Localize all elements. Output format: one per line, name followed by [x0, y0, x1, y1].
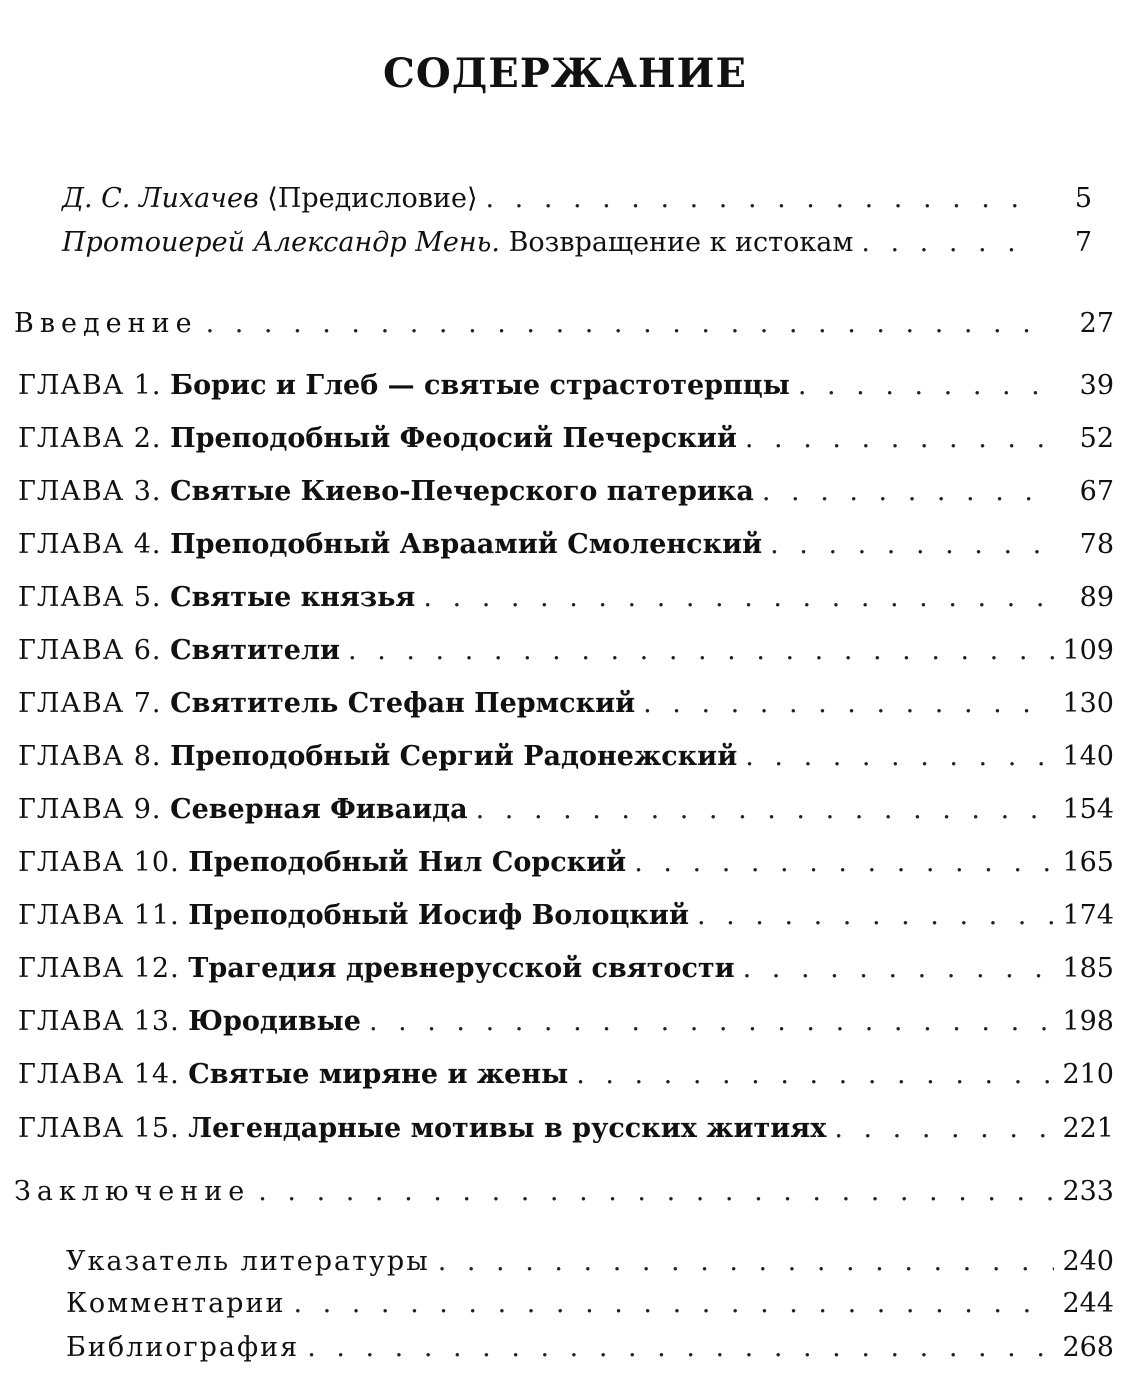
- toc-entry-chapter[interactable]: [18, 635, 1114, 666]
- page-number: 210: [1062, 1059, 1114, 1090]
- entry-author: Протоиерей Александр Мень.: [62, 227, 500, 258]
- dot-leader: [635, 688, 1054, 719]
- chapter-label: ГЛАВА 12.: [18, 953, 180, 984]
- toc-entry-chapter[interactable]: [18, 847, 1114, 878]
- entry-author: Д. С. Лихачев: [62, 183, 259, 214]
- chapter-title: Преподобный Сергий Радонежский: [170, 741, 738, 772]
- entry-title: Библиография: [66, 1332, 300, 1363]
- chapter-label: ГЛАВА 2.: [18, 423, 162, 454]
- toc-entry-commentary[interactable]: [66, 1288, 1114, 1319]
- chapter-title: Святитель Стефан Пермский: [170, 688, 636, 719]
- chapter-label: ГЛАВА 7.: [18, 688, 162, 719]
- dot-leader: [853, 227, 1032, 258]
- toc-entry-chapter[interactable]: [18, 370, 1114, 401]
- toc-entry-introduction[interactable]: [14, 308, 1114, 339]
- entry-title: Заключение: [14, 1176, 251, 1207]
- page-number: 233: [1062, 1176, 1114, 1207]
- chapter-title: Святители: [170, 635, 341, 666]
- entry-text: [62, 227, 853, 258]
- toc-entry-chapter[interactable]: [18, 688, 1114, 719]
- page-number: 244: [1062, 1288, 1114, 1319]
- dot-leader: [790, 370, 1054, 401]
- page-number: 185: [1062, 953, 1114, 984]
- page-number: 140: [1062, 741, 1114, 772]
- chapter-title: Борис и Глеб — святые страстотерпцы: [170, 370, 790, 401]
- dot-leader: [826, 1113, 1054, 1144]
- dot-leader: [568, 1059, 1054, 1090]
- chapter-title: Преподобный Нил Сорский: [188, 847, 627, 878]
- chapter-label: ГЛАВА 5.: [18, 582, 162, 613]
- chapter-title: Святые Киево-Печерского патерика: [170, 476, 754, 507]
- chapter-title: Трагедия древнерусской святости: [188, 953, 735, 984]
- chapter-label: ГЛАВА 4.: [18, 529, 162, 560]
- dot-leader: [626, 847, 1054, 878]
- dot-leader: [477, 183, 1032, 214]
- chapter-label: ГЛАВА 13.: [18, 1006, 180, 1037]
- page-number: 109: [1062, 635, 1114, 666]
- toc-entry-chapter[interactable]: [18, 1059, 1114, 1090]
- toc-entry-chapter[interactable]: [18, 582, 1114, 613]
- page-number: 27: [1079, 308, 1114, 339]
- dot-leader: [737, 741, 1054, 772]
- chapter-label: ГЛАВА 10.: [18, 847, 180, 878]
- toc-entry-return[interactable]: [62, 227, 1092, 258]
- dot-leader: [735, 953, 1054, 984]
- toc-entry-chapter[interactable]: [18, 1006, 1114, 1037]
- toc-entry-preface[interactable]: [62, 183, 1092, 214]
- toc-entry-chapter[interactable]: [18, 529, 1114, 560]
- toc-entry-chapter[interactable]: [18, 423, 1114, 454]
- toc-entry-chapter[interactable]: [18, 953, 1114, 984]
- toc-entry-chapter[interactable]: [18, 476, 1114, 507]
- page-number: 89: [1079, 582, 1114, 613]
- entry-text: [62, 183, 477, 214]
- dot-leader: [762, 529, 1054, 560]
- dot-leader: [430, 1246, 1054, 1277]
- page-number: 221: [1062, 1113, 1114, 1144]
- chapter-label: ГЛАВА 6.: [18, 635, 162, 666]
- dot-leader: [285, 1288, 1054, 1319]
- chapter-title: Северная Фиваида: [170, 794, 468, 825]
- toc-entry-chapter[interactable]: [18, 1113, 1114, 1144]
- page-title: СОДЕРЖАНИЕ: [383, 50, 747, 97]
- chapter-label: ГЛАВА 9.: [18, 794, 162, 825]
- dot-leader: [361, 1006, 1054, 1037]
- chapter-title: Преподобный Феодосий Печерский: [170, 423, 737, 454]
- toc-entry-chapter[interactable]: [18, 741, 1114, 772]
- dot-leader: [737, 423, 1054, 454]
- toc-entry-literature-index[interactable]: [66, 1246, 1114, 1277]
- page-number: 52: [1079, 423, 1114, 454]
- page-number: 154: [1062, 794, 1114, 825]
- dot-leader: [415, 582, 1054, 613]
- dot-leader: [198, 308, 1054, 339]
- page-number: 174: [1062, 900, 1114, 931]
- dot-leader: [754, 476, 1054, 507]
- page-number: 130: [1062, 688, 1114, 719]
- toc-entry-bibliography[interactable]: [66, 1332, 1114, 1363]
- dot-leader: [340, 635, 1054, 666]
- dot-leader: [468, 794, 1054, 825]
- dot-leader: [689, 900, 1054, 931]
- toc-entry-chapter[interactable]: [18, 794, 1114, 825]
- dot-leader: [250, 1176, 1054, 1207]
- page-number: 7: [1074, 227, 1092, 258]
- chapter-label: ГЛАВА 11.: [18, 900, 180, 931]
- page-number: 67: [1079, 476, 1114, 507]
- toc-entry-chapter[interactable]: [18, 900, 1114, 931]
- chapter-label: ГЛАВА 3.: [18, 476, 162, 507]
- chapter-label: ГЛАВА 1.: [18, 370, 162, 401]
- page-number: 165: [1062, 847, 1114, 878]
- entry-title: Введение: [14, 308, 198, 339]
- page-number: 240: [1062, 1246, 1114, 1277]
- page-number: 78: [1079, 529, 1114, 560]
- chapter-label: ГЛАВА 14.: [18, 1059, 180, 1090]
- entry-title: ⟨Предисловие⟩: [267, 183, 478, 214]
- page-number: 198: [1062, 1006, 1114, 1037]
- chapter-title: Преподобный Иосиф Волоцкий: [188, 900, 689, 931]
- chapter-label: ГЛАВА 15.: [18, 1113, 180, 1144]
- page-number: 39: [1079, 370, 1114, 401]
- dot-leader: [299, 1332, 1054, 1363]
- chapter-title: Преподобный Авраамий Смоленский: [170, 529, 763, 560]
- page-number: 268: [1062, 1332, 1114, 1363]
- entry-title: Возвращение к истокам: [508, 227, 854, 258]
- entry-title: Указатель литературы: [66, 1246, 430, 1277]
- chapter-title: Юродивые: [188, 1006, 361, 1037]
- chapter-label: ГЛАВА 8.: [18, 741, 162, 772]
- chapter-title: Легендарные мотивы в русских житиях: [188, 1113, 827, 1144]
- chapter-title: Святые князья: [170, 582, 416, 613]
- toc-entry-conclusion[interactable]: [14, 1176, 1114, 1207]
- page-number: 5: [1074, 183, 1092, 214]
- entry-title: Комментарии: [66, 1288, 286, 1319]
- chapter-title: Святые миряне и жены: [188, 1059, 569, 1090]
